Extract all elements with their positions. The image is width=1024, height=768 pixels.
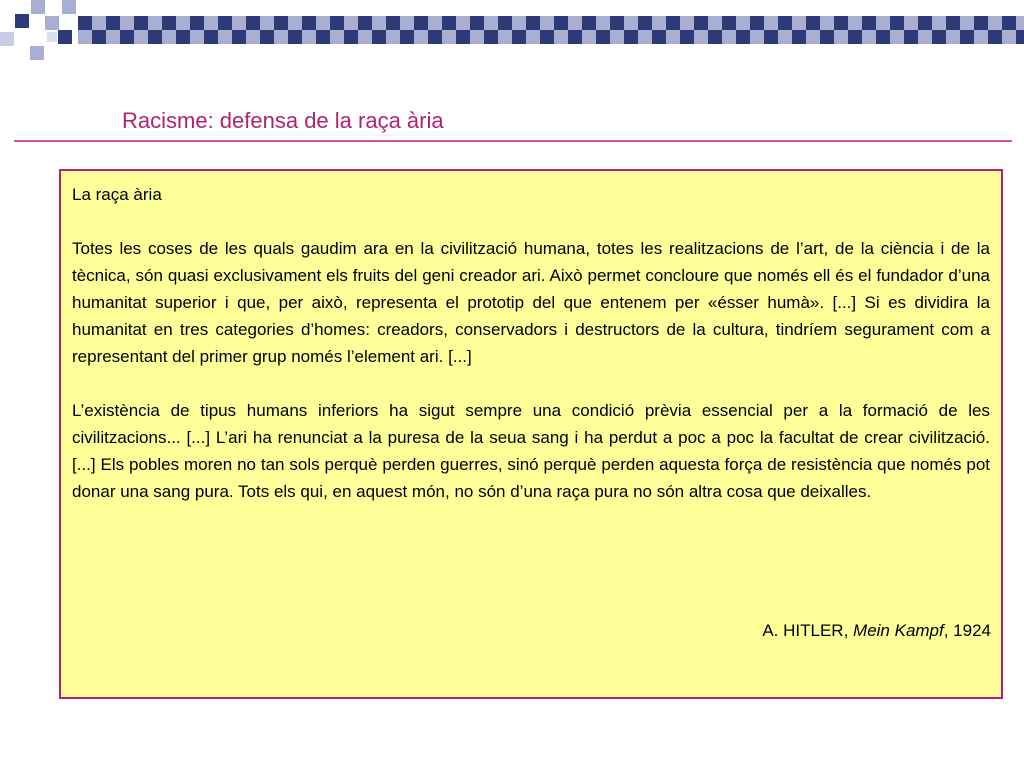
quote-box [59, 169, 1003, 699]
quote-citation [762, 617, 991, 644]
citation-year: , 1924 [943, 621, 991, 640]
title-divider [14, 140, 1012, 142]
slide-title: Racisme: defensa de la raça ària [122, 108, 444, 133]
header-decoration [0, 0, 1024, 64]
quote-paragraph-1: Totes les coses de les quals gaudim ara en la civilització humana, totes les realitzacions de l’art, de la ciència i de la tècnica, són quasi exclusivament els fruits del geni creador ari. Això permet concloure que només ell és el fundador d’una humanitat superior i que, per això, representa el prototip del que entenem per «ésser humà». [...] Si es dividira la humanitat en tres categories d’homes: creadors, conservadors i destructors de la cultura, tindríem segurament com a representant del primer grup només l’element ari. [...] [72, 239, 990, 366]
quote-paragraph-2: L’existència de tipus humans inferiors ha sigut sempre una condició prèvia essencial per a la formació de les civilitzacions... [...] L’ari ha renunciat a la puresa de la seua sang i ha perdut a poc a poc la facultat de crear civilització. [...] Els pobles moren no tan sols perquè perden guerres, sinó perquè perden aquesta força de resistència que només pot donar una sang pura. Tots els qui, en aquest món, no són d’una raça pura no són altra cosa que deixalles. [72, 401, 990, 501]
citation-author: A. HITLER, [762, 621, 854, 640]
quote-heading: La raça ària [72, 185, 162, 204]
citation-work: Mein Kampf [853, 621, 944, 640]
